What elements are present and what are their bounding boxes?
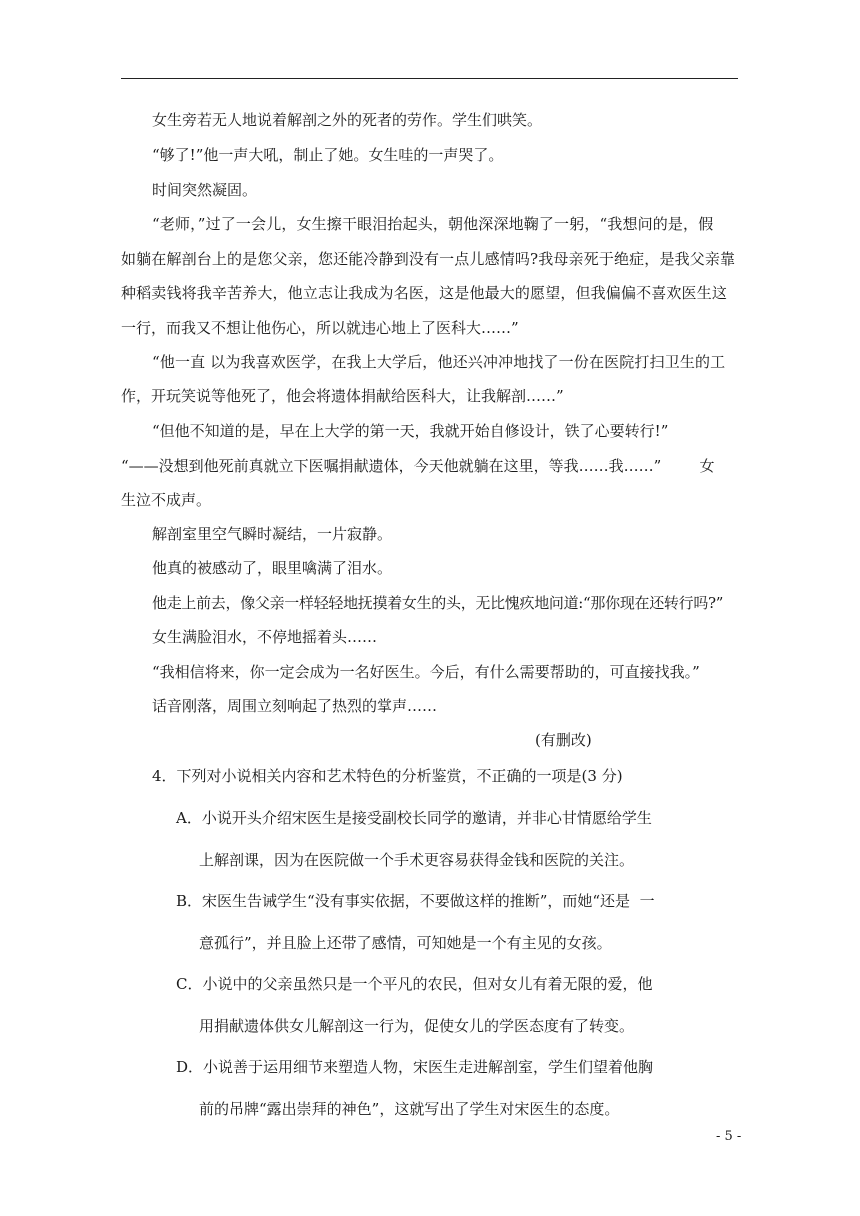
paragraph-line: “他一直 以为我喜欢医学，在我上大学后，他还兴冲冲地找了一份在医院打扫卫生的工: [152, 353, 726, 371]
page-number: - 5 -: [716, 1129, 742, 1144]
paragraph-line: 他真的被感动了，眼里噙满了泪水。: [152, 559, 393, 577]
paragraph-line: “够了!”他一声大吼，制止了她。女生哇的一声哭了。: [152, 146, 504, 164]
paragraph-line: 生泣不成声。: [121, 491, 212, 509]
paragraph-line: “——没想到他死前真就立下医嘱捐献遗体，今天他就躺在这里，等我……我……” 女: [121, 457, 715, 475]
option-a: A．小说开头介绍宋医生是接受副校长同学的邀请，并非心甘情愿给学生: [176, 809, 652, 827]
paragraph-line: “但他不知道的是，早在上大学的第一天，我就开始自修设计，铁了心要转行!”: [152, 422, 669, 440]
option-c: C．小说中的父亲虽然只是一个平凡的农民，但对女儿有着无限的爱，他: [176, 975, 653, 993]
paragraph-line: “老师，”过了一会儿，女生擦干眼泪抬起头，朝他深深地鞠了一躬，“我想问的是，假: [152, 215, 714, 233]
source-note: (有删改): [535, 731, 592, 749]
paragraph-line: 作，开玩笑说等他死了，他会将遗体捐献给医科大，让我解剖……”: [121, 387, 564, 405]
option-d: D．小说善于运用细节来塑造人物，宋医生走进解剖室，学生们望着他胸: [176, 1058, 654, 1076]
option-d-continued: 前的吊牌“露出崇拜的神色”，这就写出了学生对宋医生的态度。: [199, 1100, 620, 1118]
option-b: B．宋医生告诫学生“没有事实依据，不要做这样的推断”，而她“还是 一: [176, 892, 655, 910]
paragraph-line: “我相信将来，你一定会成为一名好医生。今后，有什么需要帮助的，可直接找我。”: [152, 663, 700, 681]
paragraph-line: 种稻卖钱将我辛苦养大，他立志让我成为名医，这是他最大的愿望，但我偏偏不喜欢医生这: [121, 284, 728, 302]
paragraph-line: 女生旁若无人地说着解剖之外的死者的劳作。学生们哄笑。: [152, 111, 543, 129]
paragraph-line: 一行，而我又不想让他伤心，所以就违心地上了医科大……”: [121, 319, 519, 337]
paragraph-line: 如躺在解剖台上的是您父亲，您还能冷静到没有一点儿感情吗?我母亲死于绝症，是我父亲靠: [121, 250, 736, 268]
paragraph-line: 他走上前去，像父亲一样轻轻地抚摸着女生的头，无比愧疚地问道:“那你现在还转行吗?”: [152, 594, 724, 612]
option-a-continued: 上解剖课，因为在医院做一个手术更容易获得金钱和医院的关注。: [199, 851, 635, 869]
option-c-continued: 用捐献遗体供女儿解剖这一行为，促使女儿的学医态度有了转变。: [199, 1017, 635, 1035]
paragraph-line: 解剖室里空气瞬时凝结，一片寂静。: [152, 525, 393, 543]
paragraph-line: 女生满脸泪水，不停地摇着头……: [152, 628, 378, 646]
paragraph-line: 话音刚落，周围立刻响起了热烈的掌声……: [152, 697, 438, 715]
header-rule: [121, 78, 738, 79]
option-b-continued: 意孤行”，并且脸上还带了感情，可知她是一个有主见的女孩。: [199, 934, 612, 952]
paragraph-line: 时间突然凝固。: [152, 181, 258, 199]
question-stem: 4．下列对小说相关内容和艺术特色的分析鉴赏，不正确的一项是(3 分): [152, 767, 623, 785]
